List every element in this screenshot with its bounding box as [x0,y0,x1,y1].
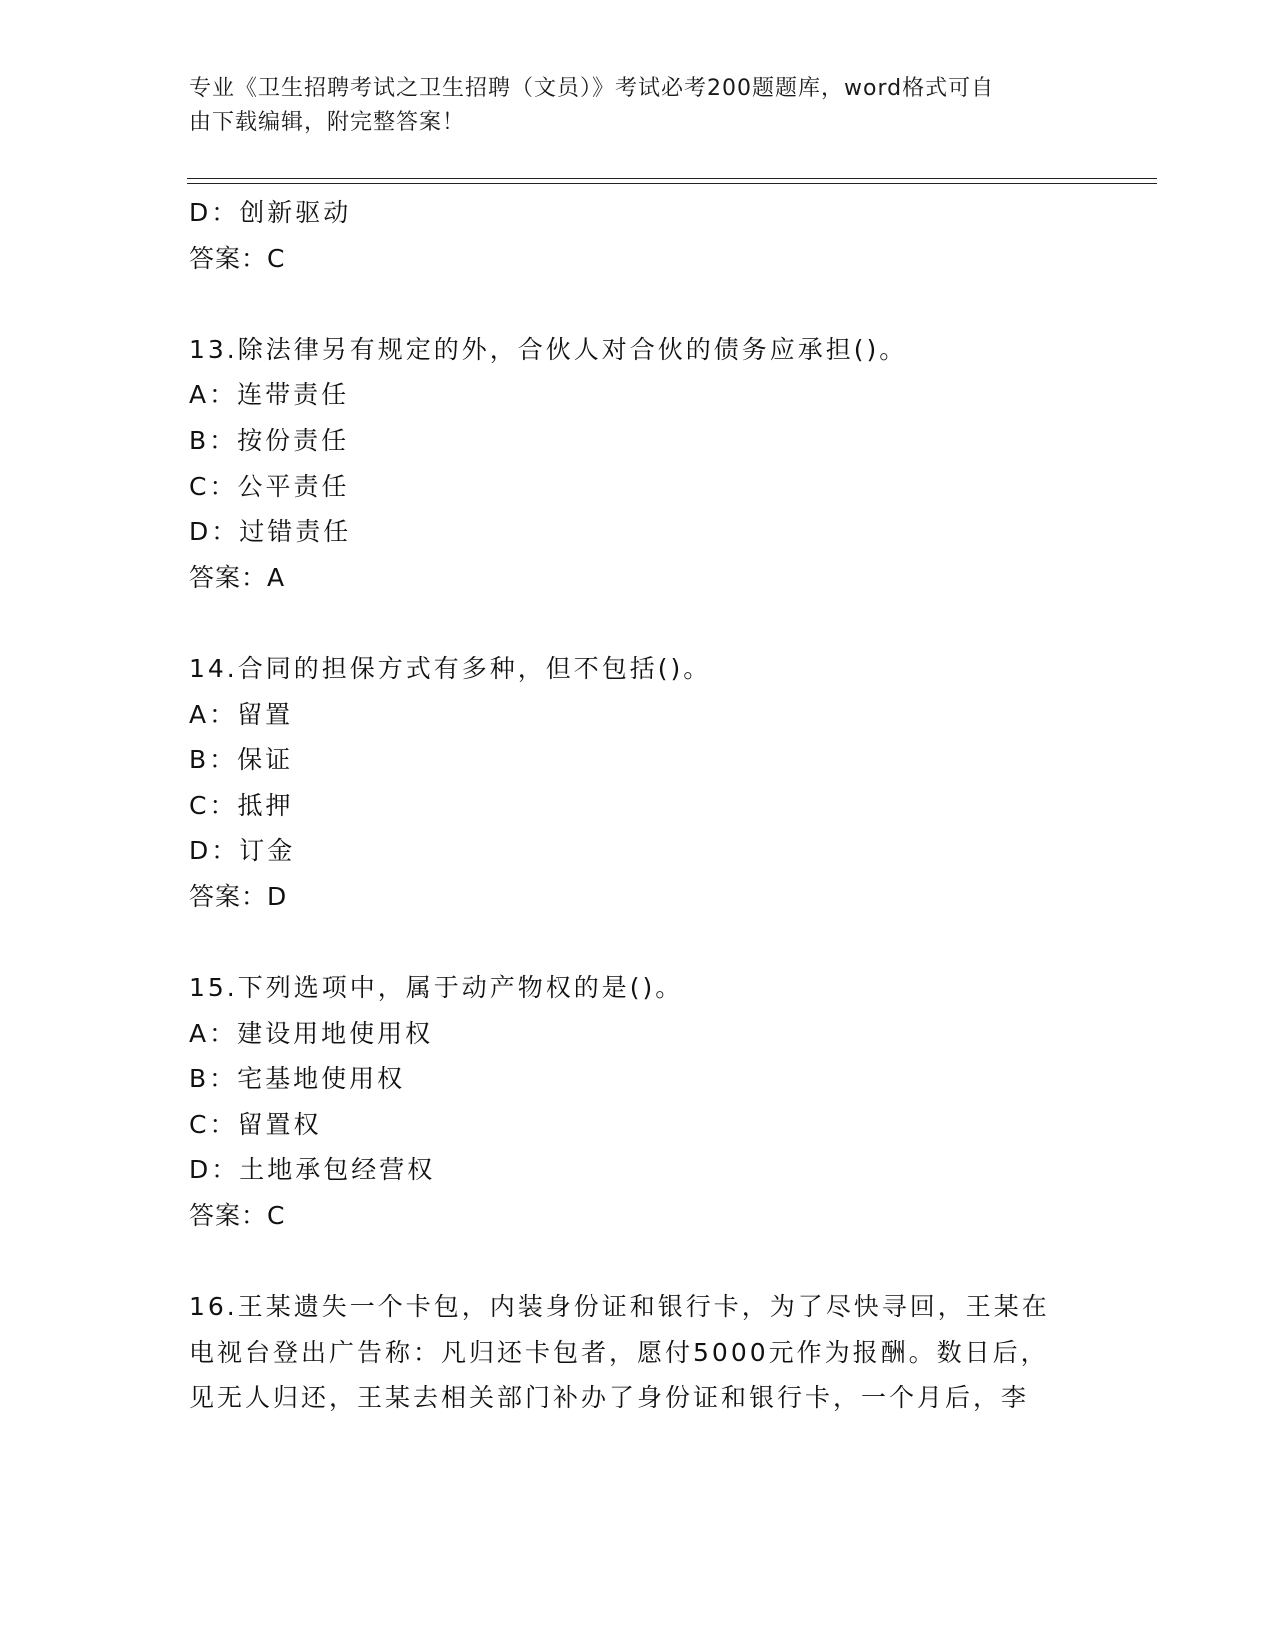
option-a: A：连带责任 [189,380,350,410]
question-13 [189,327,1119,601]
previous-question-tail [189,190,1119,281]
document-body [189,190,1119,1421]
question-stem-line-1: 16.王某遗失一个卡包，内装身份证和银行卡，为了尽快寻回，王某在 [189,1292,1050,1322]
header-divider-bottom [187,183,1157,184]
answer-line: 答案：A [189,562,286,592]
option-b: B：按份责任 [189,425,350,455]
option-c: C：抵押 [189,790,294,820]
document-header [189,72,1089,140]
option-d: D：土地承包经营权 [189,1155,436,1185]
question-stem: 14.合同的担保方式有多种，但不包括()。 [189,653,712,683]
option-c: C：留置权 [189,1109,322,1139]
option-b: B：宅基地使用权 [189,1064,406,1094]
option-d: D：过错责任 [189,517,352,547]
spacer [189,281,1119,327]
option-a: A：建设用地使用权 [189,1018,434,1048]
option-d: D：创新驱动 [189,198,352,227]
header-divider-top [187,178,1157,179]
answer-line: 答案：C [189,1201,286,1231]
header-line-1: 专业《卫生招聘考试之卫生招聘（文员）》考试必考200题题库，word格式可自 [189,76,995,101]
option-c: C：公平责任 [189,471,350,501]
question-stem-line-2: 电视台登出广告称：凡归还卡包者，愿付5000元作为报酬。数日后， [189,1337,1049,1367]
question-15 [189,965,1119,1239]
answer-line: 答案：C [189,243,286,273]
option-a: A：留置 [189,699,294,729]
answer-line: 答案：D [189,881,288,911]
spacer [189,600,1119,646]
question-stem-line-3: 见无人归还，王某去相关部门补办了身份证和银行卡，一个月后，李 [189,1383,1030,1413]
option-b: B：保证 [189,745,294,775]
question-stem: 13.除法律另有规定的外，合伙人对合伙的债务应承担()。 [189,334,908,364]
question-stem: 15.下列选项中，属于动产物权的是()。 [189,973,684,1003]
header-line-2: 由下载编辑，附完整答案！ [189,110,466,135]
question-16 [189,1284,1119,1421]
question-14 [189,646,1119,920]
spacer [189,920,1119,966]
option-d: D：订金 [189,836,296,866]
spacer [189,1239,1119,1285]
